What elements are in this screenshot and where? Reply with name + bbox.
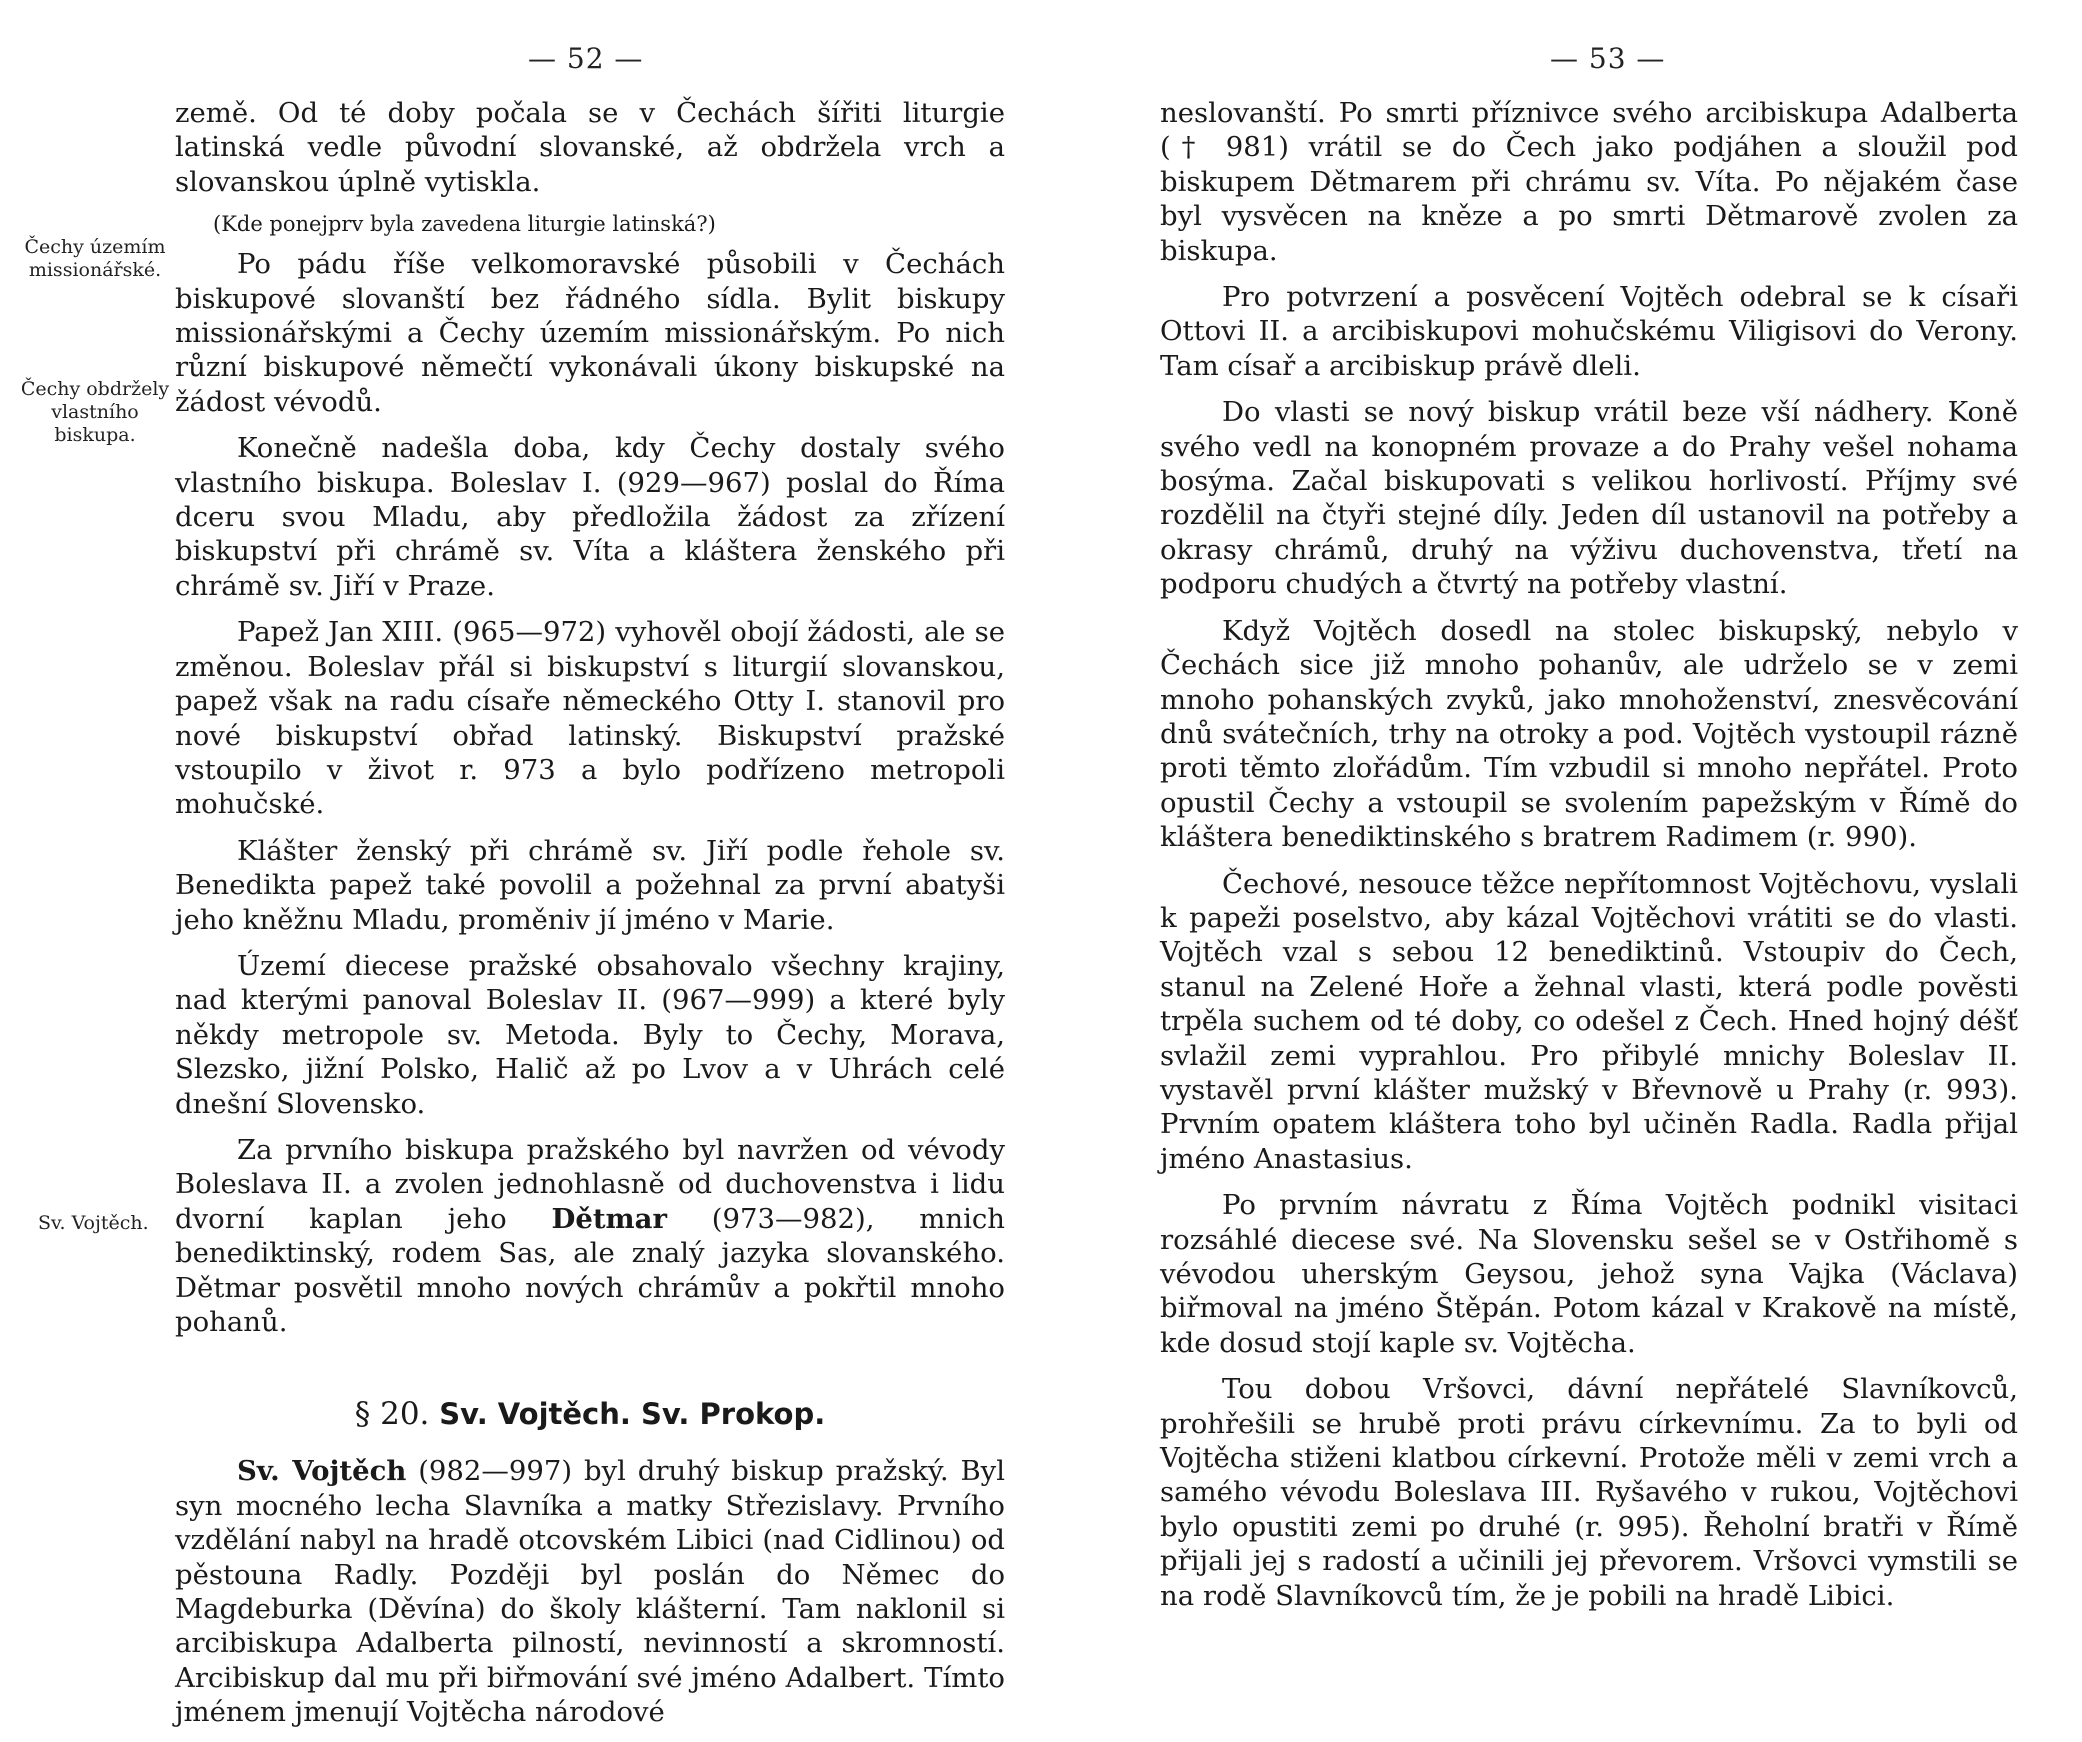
paragraph	[175, 1454, 1005, 1729]
question-note: (Kde ponejprv byla zavedena liturgie latinská?)	[213, 212, 716, 237]
paragraph-text: (982—997) byl druhý biskup pražský. Byl syn mocného lecha Slavníka a matky Střezislavy. Prvního vzdělání nabyl na hradě otcovském Libici (nad Cidlinou) od pěstouna Radly. Později byl poslán do Němec do Magdeburka (Děvína) do školy klášterní. Tam naklonil si arcibiskupa Adalberta pilností, nevinností a skromností. Arcibiskup dal mu při biřmování své jméno Adalbert. Tímto jménem jmenují Vojtěcha národové	[175, 1455, 1006, 1729]
paragraph-text: Za prvního biskupa pražského byl navržen od vévody Boleslava II. a zvolen jednohlasně od duchovenstva i lidu dvorní kaplan jeho	[175, 1133, 1005, 1235]
paragraph: Do vlasti se nový biskup vrátil beze vší nádhery. Koně svého vedl na konopném provaze a do Prahy vešel nohama bosýma. Začal biskupovati s velikou horlivostí. Příjmy své rozdělil na čtyři stejné díly. Jeden díl ustanovil na potřeby a okrasy chrámů, druhý na výživu duchovenstva, třetí na podporu chudých a čtvrtý na potřeby vlastní.	[1160, 396, 2018, 601]
section-heading	[175, 1394, 1005, 1434]
paragraph: Území diecese pražské obsahovalo všechny krajiny, nad kterými panoval Boleslav II. (967—999) a které byly někdy metropole sv. Metoda. Byly to Čechy, Morava, Slezsko, jižní Polsko, Halič až po Lvov a v Uhrách celé dnešní Slovensko.	[175, 949, 1005, 1120]
paragraph: Klášter ženský při chrámě sv. Jiří podle řehole sv. Benedikta papež také povolil a požehnal za první abatyši jeho kněžnu Mladu, proměniv jí jméno v Marie.	[175, 834, 1005, 936]
paragraph: Když Vojtěch dosedl na stolec biskupský, nebylo v Čechách sice již mnoho pohanův, ale udrželo se v zemi mnoho pohanských zvyků, jako mnohoženství, znesvěcování dnů svátečních, trhy na otroky a pod. Vojtěch vystoupil rázně proti těmto zlořádům. Tím vzbudil si mnoho nepřátel. Proto opustil Čechy a vstoupil se svolením papežským v Římě do kláštera benediktinského s bratrem Radimem (r. 990).	[1160, 614, 2018, 854]
paragraph: Po prvním návratu z Říma Vojtěch podnikl visitaci rozsáhlé diecese své. Na Slovensku sešel se v Ostřihomě s vévodou uherským Geysou, jehož syna Vajka (Václava) biřmoval na jméno Štěpán. Potom kázal v Krakově na místě, kde dosud stojí kaple sv. Vojtěcha.	[1160, 1189, 2018, 1359]
section-title: Sv. Vojtěch. Sv. Prokop.	[439, 1397, 826, 1432]
section-number: § 20.	[354, 1396, 430, 1433]
bold-name: Sv. Vojtěch	[237, 1455, 407, 1488]
paragraph: země. Od té doby počala se v Čechách šířiti liturgie latinská vedle původní slovanské, až obdržela vrch a slovanskou úplně vytiskla.	[175, 97, 1005, 198]
paragraph: Po pádu říše velkomoravské působili v Čechách biskupové slovanští bez řádného sídla. Bylit biskupy missionářskými a Čechy územím missionářským. Po nich různí biskupové němečtí vykonávali úkony biskupské na žádost vévodů.	[175, 248, 1005, 418]
margin-note: Čechy územím missionářské.	[24, 236, 166, 281]
paragraph: Tou dobou Vršovci, dávní nepřátelé Slavníkovců, prohřešili se hrubě proti právu církevnímu. Za to byli od Vojtěcha stiženi klatbou církevní. Protože měli v zemi vrch a samého vévodu Boleslava III. Ryšavého v rukou, Vojtěchovi bylo opustiti zemi po druhé (r. 995). Řeholní bratři v Římě přijali jej s radostí a učinili jej převorem. Vršovci vymstili se na rodě Slavníkovců tím, že je pobili na hradě Libici.	[1160, 1373, 2018, 1612]
body-text	[1160, 96, 2018, 1625]
body-text	[175, 96, 1005, 1742]
paragraph: Konečně nadešla doba, kdy Čechy dostaly svého vlastního biskupa. Boleslav I. (929—967) poslal do Říma dceru svou Mladu, aby předložila žádost za zřízení biskupství při chrámě sv. Víta a kláštera ženského při chrámě sv. Jiří v Praze.	[175, 432, 1005, 602]
paragraph	[175, 1133, 1005, 1339]
margin-note: Sv. Vojtěch.	[38, 1212, 149, 1234]
right-page	[1040, 0, 2082, 1612]
margin-note: Čechy obdržely vlastního biskupa.	[20, 378, 170, 446]
left-page	[0, 0, 1040, 1729]
paragraph: neslovanští. Po smrti příznivce svého arcibiskupa Adalberta († 981) vrátil se do Čech jako podjáhen a sloužil pod biskupem Dětmarem při chrámu sv. Víta. Po nějakém čase byl vysvěcen na kněze a po smrti Dětmarově zvolen za biskupa.	[1160, 97, 2018, 267]
bold-name: Dětmar	[551, 1202, 667, 1235]
paragraph: Pro potvrzení a posvěcení Vojtěch odebral se k císaři Ottovi II. a arcibiskupovi mohučskému Viligisovi do Verony. Tam císař a arcibiskup právě dleli.	[1160, 281, 2018, 382]
paragraph: Čechové, nesouce těžce nepřítomnost Vojtěchovu, vyslali k papeži poselstvo, aby kázal Vojtěchovi vrátiti se do vlasti. Vojtěch vzal s sebou 12 benediktinů. Vstoupiv do Čech, stanul na Zelené Hoře a žehnal vlasti, která podle pověsti trpěla suchem od té doby, co odešel z Čech. Hned hojný déšť svlažil zemi vyprahlou. Pro přibylé mnichy Boleslav II. vystavěl první klášter mužský v Břevnově u Prahy (r. 993). Prvním opatem kláštera toho byl učiněn Radla. Radla přijal jméno Anastasius.	[1160, 867, 2018, 1175]
paragraph-text: (973—982), mnich benediktinský, rodem Sas, ale znalý jazyka slovanského. Dětmar posvětil mnoho nových chrámův a pokřtil mnoho pohanů.	[175, 1202, 1005, 1338]
page-number: — 52 —	[528, 42, 644, 75]
paragraph: Papež Jan XIII. (965—972) vyhověl obojí žádosti, ale se změnou. Boleslav přál si biskupství s liturgií slovanskou, papež však na radu císaře německého Otty I. stanovil pro nové biskupství obřad latinský. Biskupství pražské vstoupilo v život r. 973 a bylo podřízeno metropoli mohučské.	[175, 616, 1005, 821]
page-number: — 53 —	[1550, 42, 1666, 75]
